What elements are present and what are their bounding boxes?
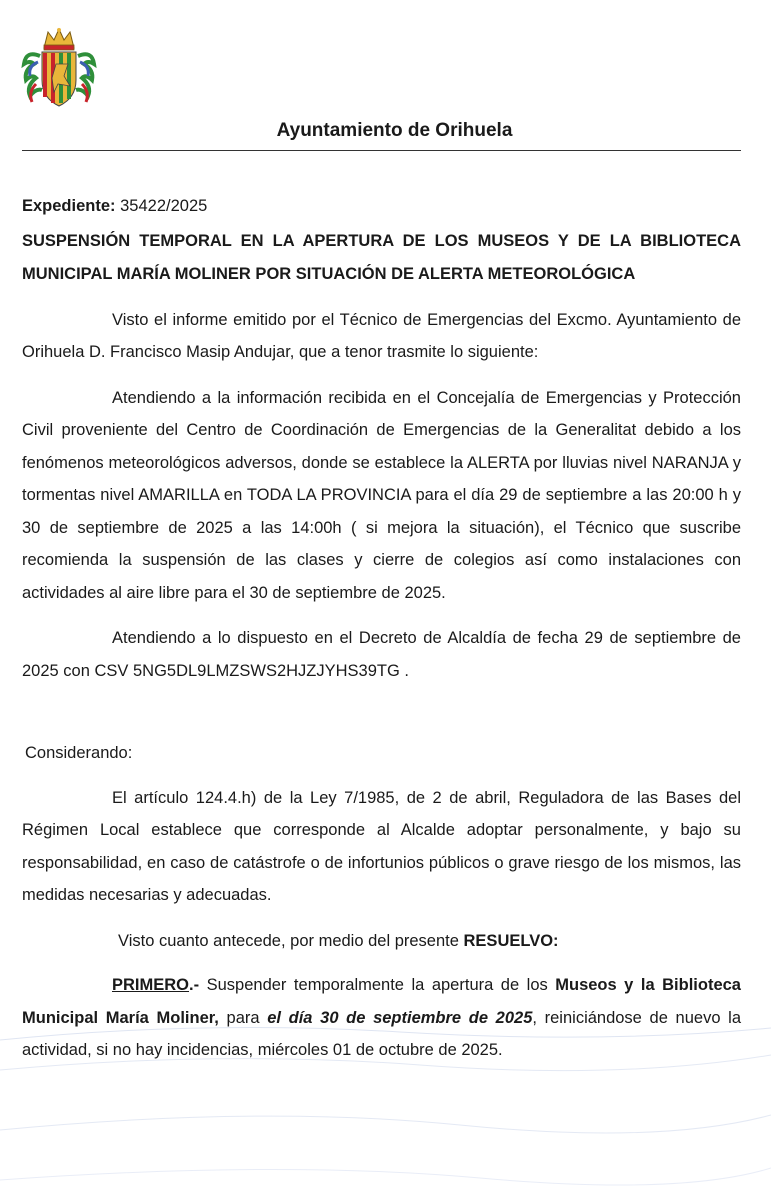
primero-text-1: Suspender temporalmente la apertura de los xyxy=(199,976,556,994)
coat-of-arms-logo xyxy=(20,26,98,112)
document-body xyxy=(22,190,741,1080)
considerando-heading: Considerando: xyxy=(25,744,133,762)
expediente-line xyxy=(22,190,741,223)
resuelvo-intro: Visto cuanto antecede, por medio del presente xyxy=(118,931,464,950)
document-subject: SUSPENSIÓN TEMPORAL EN LA APERTURA DE LOS MUSEOS Y DE LA BIBLIOTECA MUNICIPAL MARÍA MOLINER POR SITUACIÓN DE ALERTA METEOROLÓGICA xyxy=(22,231,741,283)
primero-text-3: , reiniciándose de nuevo la actividad, si no hay incidencias, miércoles 01 de octubre de 2025. xyxy=(22,1008,741,1059)
paragraph-informe: Visto el informe emitido por el Técnico de Emergencias del Excmo. Ayuntamiento de Orihuela D. Francisco Masip Andujar, que a tenor trasmite lo siguiente: xyxy=(22,310,741,361)
paragraph-decreto: Atendiendo a lo dispuesto en el Decreto de Alcaldía de fecha 29 de septiembre de 2025 con CSV 5NG5DL9LMZSWS2HJZJYHS39TG . xyxy=(22,629,741,680)
header-divider xyxy=(22,150,741,151)
expediente-label: Expediente: xyxy=(22,197,116,215)
resuelvo-keyword: RESUELVO: xyxy=(463,931,559,950)
paragraph-alerta: Atendiendo a la información recibida en el Concejalía de Emergencias y Protección Civil proveniente del Centro de Coordinación de Emergencias de la Generalitat debido a los fenómenos meteorológicos adversos, donde se establece la ALERTA por lluvias nivel NARANJA y tormentas nivel AMARILLA en TODA LA PROVINCIA para el día 29 de septiembre a las 20:00 h y 30 de septiembre de 2025 a las 14:00h ( si mejora la situación), el Técnico que suscribe recomienda la suspensión de las clases y cierre de colegios así como instalaciones con actividades al aire libre para el 30 de septiembre de 2025. xyxy=(22,388,741,602)
organization-name: Ayuntamiento de Orihuela xyxy=(276,120,513,141)
expediente-number: 35422/2025 xyxy=(120,197,208,215)
primero-label: PRIMERO xyxy=(112,976,190,994)
primero-bold-venues: Museos y la Biblioteca Municipal María Moliner, xyxy=(22,976,741,1027)
paragraph-articulo: El artículo 124.4.h) de la Ley 7/1985, de 2 de abril, Reguladora de las Bases del Régimen Local establece que corresponde al Alcalde adoptar personalmente, y bajo su responsabilidad, en caso de catástrofe o de infortunios públicos o grave riesgo de los mismos, las medidas necesarias y adecuadas. xyxy=(22,788,741,904)
resuelvo-line xyxy=(22,925,741,958)
paragraph-primero xyxy=(22,969,741,1067)
primero-date: el día 30 de septiembre de 2025 xyxy=(267,1008,533,1027)
primero-text-2: para xyxy=(218,1008,268,1027)
primero-separator: .- xyxy=(189,976,200,994)
organization-title xyxy=(0,120,771,142)
